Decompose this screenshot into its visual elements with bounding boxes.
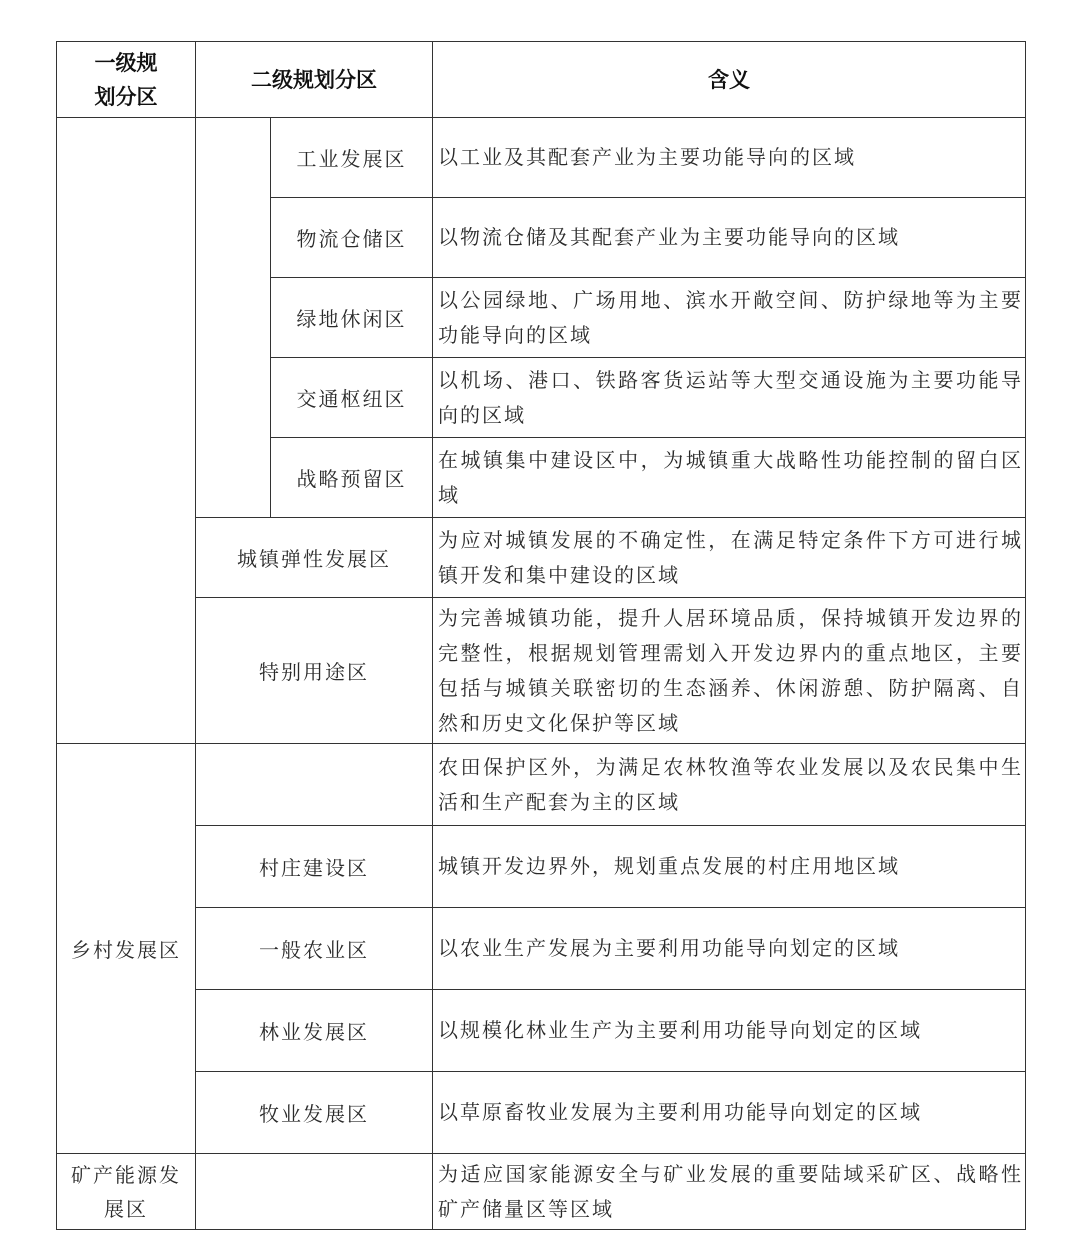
zone-name: 战略预留区 — [271, 438, 433, 518]
table-row — [57, 744, 1026, 826]
zone-name: 林业发展区 — [196, 990, 433, 1072]
zone-meaning: 以工业及其配套产业为主要功能导向的区域 — [433, 118, 1026, 198]
zone-meaning: 以规模化林业生产为主要利用功能导向划定的区域 — [433, 990, 1026, 1072]
level2-blank-cell — [196, 118, 271, 518]
zone-meaning: 以农业生产发展为主要利用功能导向划定的区域 — [433, 908, 1026, 990]
table-row — [57, 826, 1026, 908]
table-row — [57, 518, 1026, 598]
zone-name: 村庄建设区 — [196, 826, 433, 908]
zone-name: 城镇弹性发展区 — [196, 518, 433, 598]
zone-meaning: 以公园绿地、广场用地、滨水开敞空间、防护绿地等为主要功能导向的区域 — [433, 278, 1026, 358]
header-row — [57, 42, 1026, 118]
zone-name: 交通枢纽区 — [271, 358, 433, 438]
table-row — [57, 1072, 1026, 1154]
planning-zones-table — [56, 41, 1026, 1230]
zone-name: 一般农业区 — [196, 908, 433, 990]
header-meaning: 含义 — [433, 42, 1026, 118]
table-row — [57, 118, 1026, 198]
level1-urban-cell — [57, 118, 196, 744]
table-row — [57, 908, 1026, 990]
zone-meaning: 在城镇集中建设区中，为城镇重大战略性功能控制的留白区域 — [433, 438, 1026, 518]
zone-name: 牧业发展区 — [196, 1072, 433, 1154]
zone-meaning: 以机场、港口、铁路客货运站等大型交通设施为主要功能导向的区域 — [433, 358, 1026, 438]
table-row — [57, 598, 1026, 744]
zone-name: 绿地休闲区 — [271, 278, 433, 358]
header-level2: 二级规划分区 — [196, 42, 433, 118]
table-row — [57, 1154, 1026, 1230]
zone-meaning: 为适应国家能源安全与矿业发展的重要陆域采矿区、战略性矿产储量区等区域 — [433, 1154, 1026, 1230]
zone-meaning: 以物流仓储及其配套产业为主要功能导向的区域 — [433, 198, 1026, 278]
zone-meaning: 农田保护区外，为满足农林牧渔等农业发展以及农民集中生活和生产配套为主的区域 — [433, 744, 1026, 826]
zone-meaning: 城镇开发边界外，规划重点发展的村庄用地区域 — [433, 826, 1026, 908]
zone-name — [196, 1154, 433, 1230]
level1-rural-cell: 乡村发展区 — [57, 744, 196, 1154]
level1-mining-cell: 矿产能源发展区 — [57, 1154, 196, 1230]
table-row — [57, 990, 1026, 1072]
header-level1: 一级规划分区 — [57, 42, 196, 118]
zone-name: 物流仓储区 — [271, 198, 433, 278]
zone-meaning: 为应对城镇发展的不确定性，在满足特定条件下方可进行城镇开发和集中建设的区域 — [433, 518, 1026, 598]
zone-name: 工业发展区 — [271, 118, 433, 198]
zone-name: 特别用途区 — [196, 598, 433, 744]
zone-meaning: 为完善城镇功能，提升人居环境品质，保持城镇开发边界的完整性，根据规划管理需划入开发边界内的重点地区，主要包括与城镇关联密切的生态涵养、休闲游憩、防护隔离、自然和历史文化保护等区域 — [433, 598, 1026, 744]
zone-meaning: 以草原畜牧业发展为主要利用功能导向划定的区域 — [433, 1072, 1026, 1154]
zone-name — [196, 744, 433, 826]
